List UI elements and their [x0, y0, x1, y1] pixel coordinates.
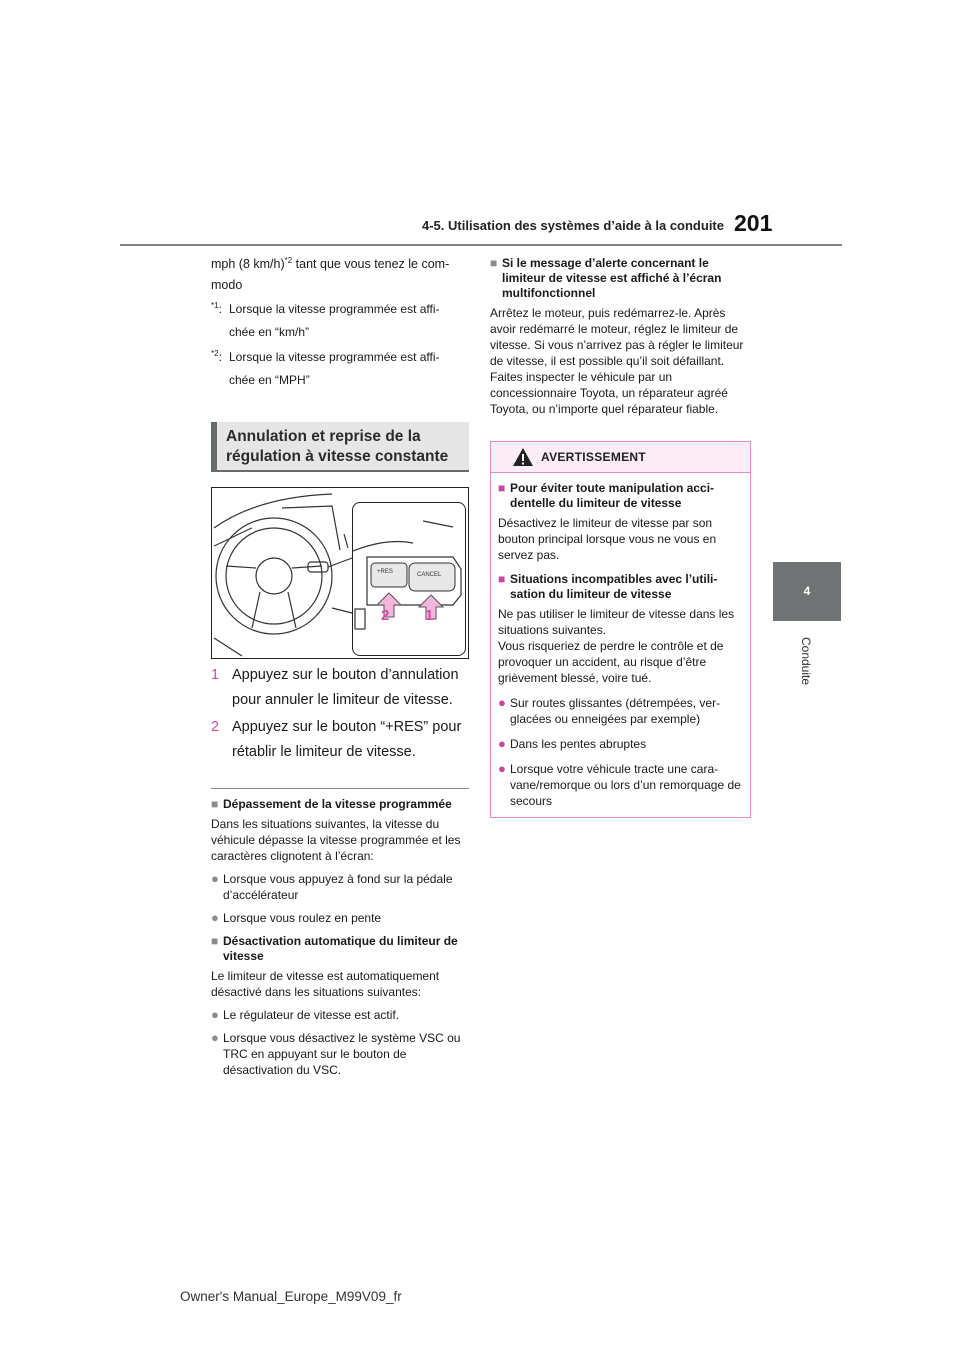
- chapter-tab[interactable]: 4: [773, 562, 841, 621]
- circle-bullet-icon: ●: [211, 1030, 219, 1045]
- list-item: ● Sur routes glissantes (détrempées, ver-glacées ou enneigées par exemple): [498, 695, 721, 726]
- right-column: [490, 254, 752, 818]
- stalk-detail-drawing: [353, 503, 467, 657]
- paragraph: Vous risqueriez de perdre le contrôle et de provoquer un accident, au risque d’être grièvement blessé, voire tué.: [498, 639, 724, 685]
- left-column: [211, 254, 469, 1078]
- footnote-line: chée en “km/h”: [229, 325, 310, 339]
- footnote-line: Lorsque la vitesse programmée est affi-: [229, 302, 440, 316]
- subsection-heading: ■ Dépassement de la vitesse programmée: [211, 797, 452, 811]
- list-item: ● Lorsque vous roulez en pente: [211, 910, 382, 925]
- square-bullet-icon: ■: [211, 934, 219, 948]
- circle-bullet-icon: ●: [498, 761, 506, 776]
- step-number: 1: [211, 667, 220, 683]
- list-item: ● Le régulateur de vitesse est actif.: [211, 1007, 400, 1022]
- warning-body: [491, 473, 750, 817]
- zoom-inset: [352, 502, 466, 656]
- circle-bullet-icon: ●: [211, 1007, 219, 1022]
- warning-subheading: ■ Situations incompatibles avec l’utili-sation du limiteur de vitesse: [498, 572, 718, 601]
- warning-box: [490, 441, 751, 818]
- list-item: ● Lorsque votre véhicule tracte une cara-vane/remorque ou lors d’un remorquage de secours: [498, 761, 741, 808]
- subsection-heading: ■ Désactivation automatique du limiteur de vitesse: [211, 934, 458, 963]
- step-text: rétablir le limiteur de vitesse.: [232, 744, 416, 760]
- section-heading: [211, 422, 469, 472]
- paragraph: Arrêtez le moteur, puis redémarrez-le. Après avoir redémarré le moteur, réglez le limiteur de vitesse. Si vous n’arrivez pas à régler le limiteur de vitesse, il est possible qu’il soit défaillant. Faites inspecter le véhicule par un concessionnaire Toyota, un réparateur agréé Toyota, ou n’importe quel réparateur fiable.: [490, 306, 744, 416]
- chapter-section-title: 4-5. Utilisation des systèmes d’aide à la conduite: [422, 218, 724, 233]
- intro-text-post: tant que vous tenez le com-: [292, 257, 450, 271]
- list-item: ● Lorsque vous appuyez à fond sur la pédale d’accélérateur: [211, 871, 453, 902]
- paragraph: Ne pas utiliser le limiteur de vitesse dans les situations suivantes.: [498, 607, 735, 637]
- circle-bullet-icon: ●: [498, 736, 506, 751]
- paragraph: Le limiteur de vitesse est automatiquement désactivé dans les situations suivantes:: [211, 969, 440, 999]
- section-heading-line: régulation à vitesse constante: [226, 448, 449, 465]
- paragraph: Dans les situations suivantes, la vitesse du véhicule dépasse la vitesse programmée et les caractères clignotent à l’écran:: [211, 817, 461, 863]
- footnote-line: chée en “MPH”: [229, 373, 310, 387]
- page-number: 201: [734, 210, 773, 236]
- step-text: Appuyez sur le bouton d’annulation: [232, 667, 459, 683]
- section-heading-line: Annulation et reprise de la: [226, 428, 421, 445]
- intro-text: [211, 254, 469, 296]
- list-item: ● Dans les pentes abruptes: [498, 736, 647, 751]
- steering-wheel-illustration: [211, 487, 469, 659]
- cancel-button-label: CANCEL: [417, 572, 442, 578]
- step-text: Appuyez sur le bouton “+RES” pour: [232, 719, 462, 735]
- square-bullet-icon: ■: [498, 481, 506, 495]
- warning-label: AVERTISSEMENT: [541, 450, 647, 464]
- res-button-label: +RES: [377, 569, 393, 575]
- callout-2: 2: [381, 607, 390, 624]
- list-item: ● Lorsque vous désactivez le système VSC ou TRC en appuyant sur le bouton de désactivation du VSC.: [211, 1030, 461, 1077]
- subsection-heading: ■ Si le message d’alerte concernant le limiteur de vitesse est affiché à l’écran multifonctionnel: [490, 256, 722, 300]
- circle-bullet-icon: ●: [211, 910, 219, 925]
- page-footer: Owner's Manual_Europe_M99V09_fr: [180, 1289, 402, 1304]
- intro-footnote-ref: *2: [284, 255, 293, 265]
- paragraph: Désactivez le limiteur de vitesse par son bouton principal lorsque vous ne vous en servez pas.: [498, 516, 717, 562]
- square-bullet-icon: ■: [490, 256, 498, 270]
- warning-subheading: ■ Pour éviter toute manipulation acci-dentelle du limiteur de vitesse: [498, 481, 715, 510]
- chapter-label-text: Conduite: [799, 636, 813, 686]
- circle-bullet-icon: ●: [211, 871, 219, 886]
- warning-triangle-icon: [512, 447, 534, 467]
- step-item: [211, 715, 469, 764]
- step-text: pour annuler le limiteur de vitesse.: [232, 692, 453, 708]
- callout-1: 1: [425, 607, 434, 624]
- step-number: 2: [211, 719, 220, 735]
- footnote: $^{*2}$: Lorsque la vitesse programmée est affi- chée en “MPH”: [211, 346, 469, 391]
- footnote: $^{*1}$: Lorsque la vitesse programmée est affi- chée en “km/h”: [211, 298, 469, 343]
- square-bullet-icon: ■: [498, 572, 506, 586]
- footnote-mark: *1: [211, 301, 219, 310]
- chapter-tab-label: [796, 630, 816, 692]
- footnote-line: Lorsque la vitesse programmée est affi-: [229, 350, 440, 364]
- step-item: [211, 663, 469, 712]
- section-divider: [211, 788, 469, 789]
- warning-header: [491, 442, 750, 473]
- footnote-mark: *2: [211, 349, 219, 358]
- intro-text-pre: mph (8 km/h): [211, 257, 285, 271]
- header-divider: [120, 244, 842, 246]
- circle-bullet-icon: ●: [498, 695, 506, 710]
- intro-text-line2: modo: [211, 278, 243, 292]
- square-bullet-icon: ■: [211, 797, 219, 811]
